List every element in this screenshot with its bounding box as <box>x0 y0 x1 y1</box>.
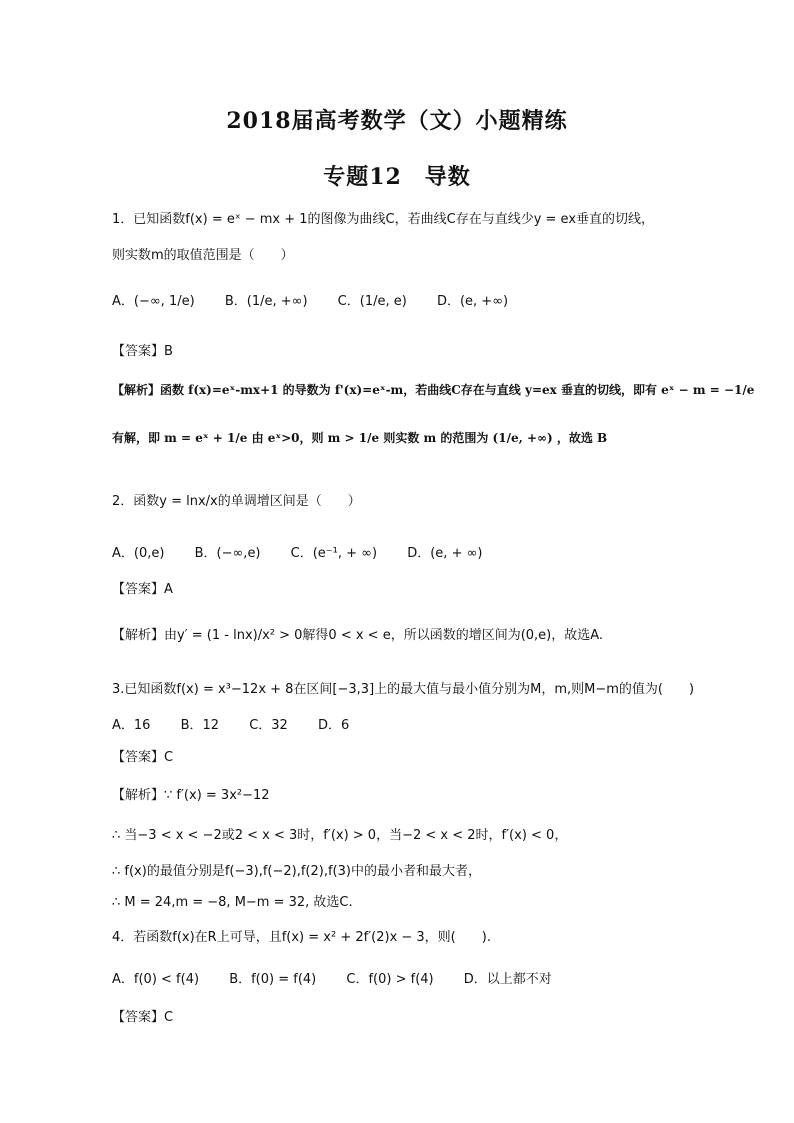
q3-analysis-line3: ∴ f(x)的最值分别是f(−3),f(−2),f(2),f(3)中的最小者和最大者， <box>112 864 481 879</box>
q1-option-a: A．(−∞, 1/e) <box>112 294 195 309</box>
q1-analysis-line2: 有解，即 m = eˣ + 1/e 由 eˣ>0，则 m > 1/e 则实数 m 的范围为 (1/e, +∞) ，故选 B <box>112 431 608 445</box>
q3-analysis-line1: 【解析】∵ f′(x) = 3x²−12 <box>112 788 270 803</box>
q3-analysis-line4: ∴ M = 24,m = −8, M−m = 32, 故选C. <box>112 895 353 910</box>
q1-answer: 【答案】B <box>112 344 173 359</box>
q2-analysis: 【解析】由y′ = (1 - lnx)/x² > 0解得0 < x < e，所以函数的增区间为(0,e)，故选A. <box>112 628 604 643</box>
q2-option-b: B．(−∞,e) <box>194 546 261 561</box>
q2-options <box>112 544 509 564</box>
q4-option-c: C．f(0) > f(4) <box>346 972 434 987</box>
q1-option-c: C．(1/e, e) <box>337 294 407 309</box>
q4-option-a: A．f(0) < f(4) <box>112 972 200 987</box>
q3-answer: 【答案】C <box>112 750 174 765</box>
document-subtitle: 专题12 导数 <box>323 164 471 190</box>
q2-option-a: A．(0,e) <box>112 546 165 561</box>
q4-option-d: D．以上都不对 <box>463 972 552 987</box>
q3-option-b: B．12 <box>180 718 220 733</box>
q3-analysis-line2: ∴ 当−3 < x < −2或2 < x < 3时，f′(x) > 0，当−2 < x < 2时，f′(x) < 0， <box>112 828 568 843</box>
q3-option-d: D．6 <box>317 718 350 733</box>
q1-option-b: B．(1/e, +∞) <box>224 294 308 309</box>
q2-answer: 【答案】A <box>112 582 173 597</box>
q1-analysis-line1: 【解析】函数 f(x)=eˣ-mx+1 的导数为 f'(x)=eˣ-m，若曲线C存在与直线 y=ex 垂直的切线，即有 eˣ − m = −1/e <box>112 383 755 397</box>
q4-options <box>112 970 578 990</box>
q4-stem: 4．若函数f(x)在R上可导，且f(x) = x² + 2f′(2)x − 3，则( ). <box>112 930 491 945</box>
q3-option-a: A．16 <box>112 718 151 733</box>
q4-option-b: B．f(0) = f(4) <box>229 972 317 987</box>
q3-options <box>112 716 375 736</box>
q2-option-c: C．(e⁻¹, + ∞) <box>290 546 378 561</box>
q1-options <box>112 292 534 312</box>
q3-stem: 3.已知函数f(x) = x³−12x + 8在区间[−3,3]上的最大值与最小值分别为M，m,则M−m的值为( ) <box>112 682 695 697</box>
document-title: 2018届高考数学（文）小题精练 <box>226 108 568 134</box>
q4-answer: 【答案】C <box>112 1010 174 1025</box>
q2-option-d: D．(e, + ∞) <box>407 546 483 561</box>
q1-option-d: D．(e, +∞) <box>436 294 509 309</box>
q2-stem: 2．函数y = lnx/x的单调增区间是（ ） <box>112 494 361 509</box>
q1-stem-line1: 1．已知函数f(x) = eˣ − mx + 1的图像为曲线C，若曲线C存在与直线少y = ex垂直的切线， <box>112 212 655 227</box>
q3-option-c: C．32 <box>249 718 288 733</box>
q1-stem-line2: 则实数m的取值范围是（ ） <box>112 248 294 263</box>
